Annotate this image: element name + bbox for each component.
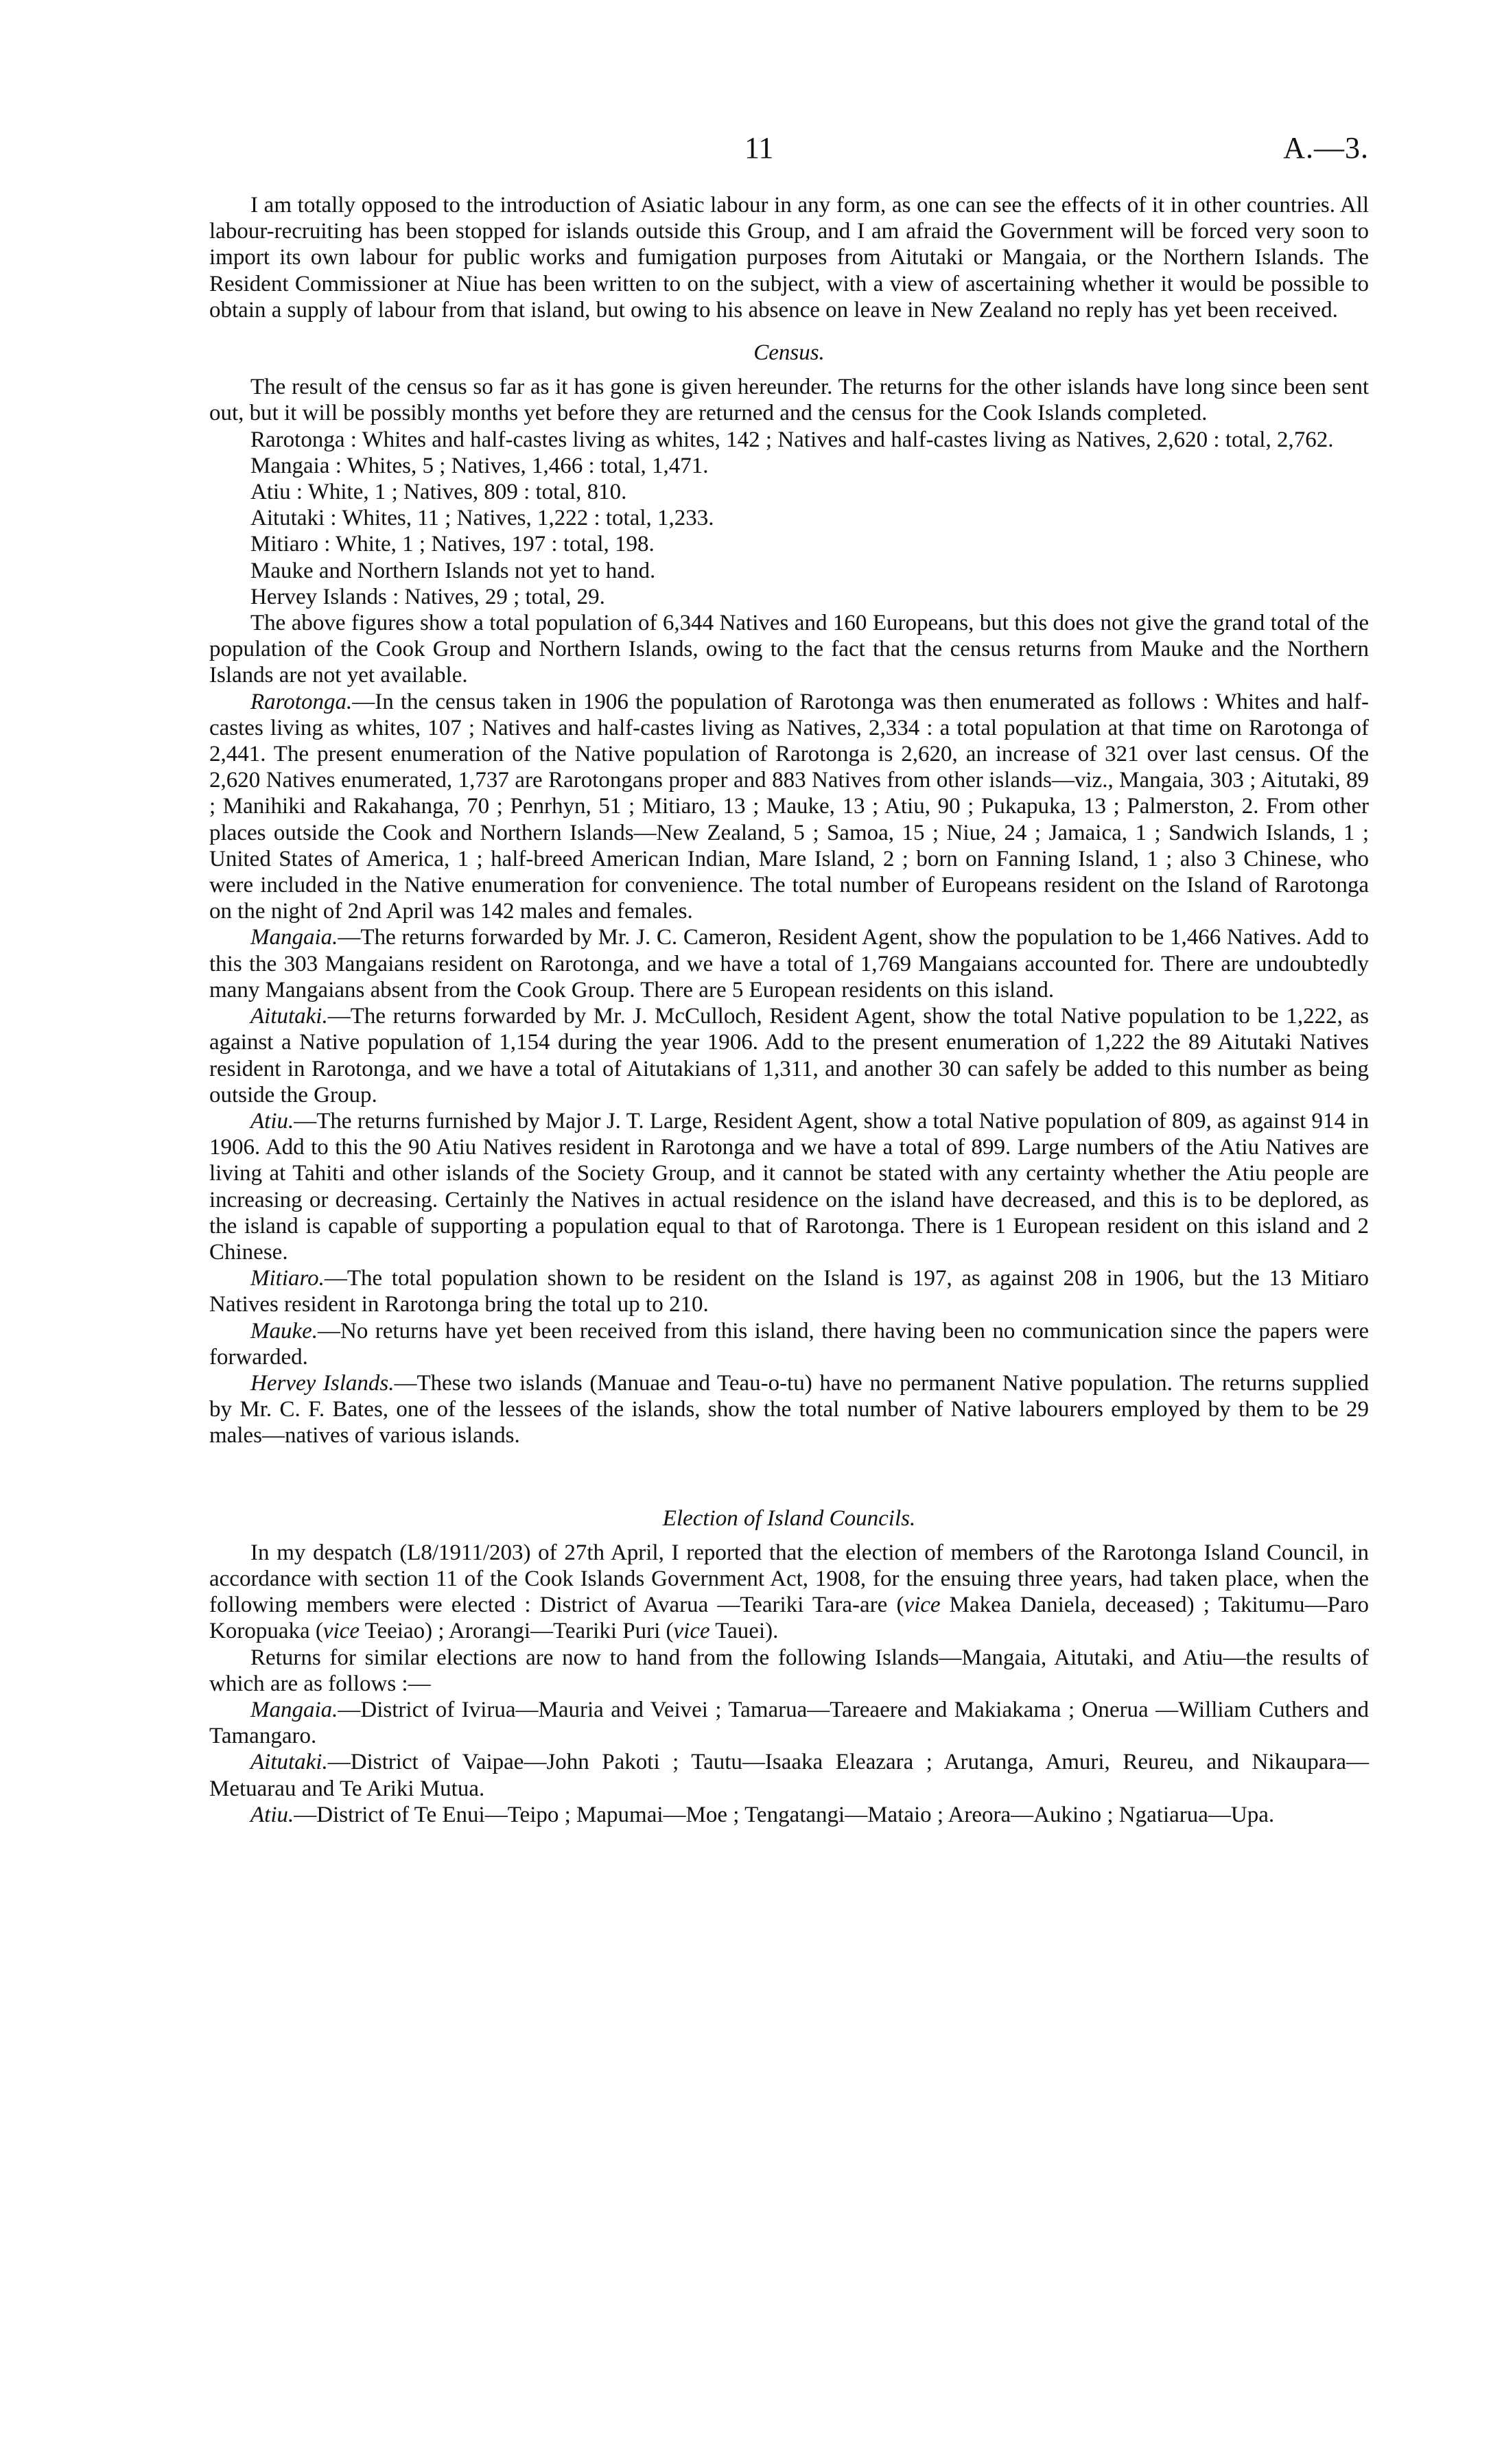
paragraph-lead: Mangaia.	[250, 925, 338, 950]
census-line: Atiu : White, 1 ; Natives, 809 : total, 810.	[250, 480, 627, 505]
census-intro: The result of the census so far as it has gone is given hereunder. The returns for the other islands have long since been sent out, but it will be possibly months yet before they are returned and the census for the Cook Islands completed.	[209, 375, 1369, 426]
paragraph-text: —In the census taken in 1906 the population of Rarotonga was then enumerated as follows : Whites and half-castes living as whites, 107 ; Natives and half-castes living as Natives, 2,334 : a total population at that time on Rarotonga of 2,441. The present enumeration of the Native population of Rarotonga is 2,620, an increase of 321 over last census. Of the 2,620 Natives enumerated, 1,737 are Rarotongans proper and 883 Natives from other islands—viz., Mangaia, 303 ; Aitutaki, 89 ; Manihiki and Rakahanga, 70 ; Penrhyn, 51 ; Mitiaro, 13 ; Mauke, 13 ; Atiu, 90 ; Pukapuka, 13 ; Palmerston, 2. From other places outside the Cook and Northern Islands—New Zealand, 5 ; Samoa, 15 ; Niue, 24 ; Jamaica, 1 ; Sandwich Islands, 1 ; United States of America, 1 ; half-breed American Indian, Mare Island, 2 ; born on Fanning Island, 1 ; also 3 Chinese, who were included in the Native enumeration for convenience. The total number of Europeans resident on the Island of Rarotonga on the night of 2nd April was 142 males and females.	[209, 689, 1369, 924]
census-paragraph-hervey	[209, 1370, 1369, 1449]
election-heading: Election of Island Councils.	[662, 1505, 916, 1531]
paragraph-text: —District of Te Enui—Teipo ; Mapumai—Moe ; Tengatangi—Mataio ; Areora—Aukino ; Ngatiarua—Upa.	[294, 1802, 1275, 1827]
vice-word: vice	[673, 1619, 710, 1644]
vice-word: vice	[322, 1619, 360, 1644]
census-line: Mitiaro : White, 1 ; Natives, 197 : total, 198.	[250, 532, 655, 557]
paragraph-text: Tauei).	[709, 1619, 779, 1644]
paragraph-lead: Mangaia.	[250, 1697, 338, 1722]
election-result-mangaia	[209, 1697, 1369, 1749]
paragraph-lead: Mauke.	[250, 1318, 318, 1344]
paragraph-lead: Aitutaki.	[250, 1004, 328, 1029]
census-heading: Census.	[753, 340, 825, 366]
document-page	[209, 130, 1369, 1828]
election-result-aitutaki	[209, 1749, 1369, 1801]
census-line: Aitutaki : Whites, 11 ; Natives, 1,222 : total, 1,233.	[250, 506, 714, 531]
census-paragraph-mangaia	[209, 924, 1369, 1003]
paragraph-lead: Atiu.	[250, 1108, 294, 1134]
election-returns-paragraph: Returns for similar elections are now to hand from the following Islands—Mangaia, Aitutaki, and Atiu—the results of which are as follows :—	[209, 1645, 1369, 1696]
census-rarotonga-line: Rarotonga : Whites and half-castes living as whites, 142 ; Natives and half-castes living as Natives, 2,620 : total, 2,762.	[250, 427, 1334, 452]
page-header	[209, 130, 1369, 192]
paragraph-text: —These two islands (Manuae and Teau-o-tu) have no permanent Native population. The returns supplied by Mr. C. F. Bates, one of the lessees of the islands, show the total number of Native labourers employed by them to be 29 males—natives of various islands.	[209, 1370, 1369, 1448]
census-line: Mangaia : Whites, 5 ; Natives, 1,466 : total, 1,471.	[250, 453, 709, 478]
intro-paragraph: I am totally opposed to the introduction of Asiatic labour in any form, as one can see the effects of it in other countries. All labour-recruiting has been stopped for islands outside this Group, and I am afraid the Government will be forced very soon to import its own labour for public works and fumigation purposes from Aitutaki or Mangaia, or the Northern Islands. The Resident Commissioner at Niue has been written to on the subject, with a view of ascertaining whether it would be possible to obtain a supply of labour from that island, but owing to his absence on leave in New Zealand no reply has yet been received.	[209, 193, 1369, 322]
census-paragraph-rarotonga	[209, 689, 1369, 925]
election-paragraph-rarotonga	[209, 1540, 1369, 1645]
paragraph-text: —No returns have yet been received from this island, there having been no communication since the papers were forwarded.	[209, 1318, 1369, 1370]
paragraph-text: —The returns forwarded by Mr. J. McCulloch, Resident Agent, show the total Native population to be 1,222, as against a Native population of 1,154 during the year 1906. Add to the present enumeration of 1,222 the 89 Aitutaki Natives resident in Rarotonga, and we have a total of Aitutakians of 1,311, and another 30 can safely be added to this number as being outside the Group.	[209, 1004, 1369, 1107]
election-result-atiu	[209, 1802, 1369, 1828]
paragraph-lead: Hervey Islands.	[250, 1370, 395, 1396]
page-number: 11	[744, 131, 774, 165]
census-paragraph-mitiaro	[209, 1265, 1369, 1317]
paragraph-text: —The total population shown to be resident on the Island is 197, as against 208 in 1906, but the 13 Mitiaro Natives resident in Rarotonga bring the total up to 210.	[209, 1266, 1369, 1317]
document-reference: A.—3.	[1283, 131, 1369, 165]
census-paragraph-mauke	[209, 1318, 1369, 1370]
paragraph-text: Teeiao) ; Arorangi—Teariki Puri (	[359, 1619, 674, 1644]
paragraph-lead: Rarotonga.	[250, 689, 353, 714]
paragraph-lead: Mitiaro.	[250, 1266, 325, 1291]
paragraph-text: Makea Daniela, deceased) ; Takitumu—Paro Koropuaka (	[209, 1593, 1369, 1644]
paragraph-text: —The returns forwarded by Mr. J. C. Cameron, Resident Agent, show the population to be 1,466 Natives. Add to this the 303 Mangaians resident on Rarotonga, and we have a total of 1,769 Mangaians accounted for. There are undoubtedly many Mangaians absent from the Cook Group. There are 5 European residents on this island.	[209, 925, 1369, 1002]
paragraph-text: —District of Ivirua—Mauria and Veivei ; Tamarua—Tareaere and Makiakama ; Onerua —William Cuthers and Tamangaro.	[209, 1697, 1369, 1749]
census-paragraph-atiu	[209, 1108, 1369, 1265]
paragraph-lead: Atiu.	[250, 1802, 294, 1827]
census-line: Mauke and Northern Islands not yet to hand.	[250, 558, 656, 583]
paragraph-text: —The returns furnished by Major J. T. Large, Resident Agent, show a total Native population of 809, as against 914 in 1906. Add to this the 90 Atiu Natives resident in Rarotonga and we have a total of 899. Large numbers of the Atiu Natives are living at Tahiti and other islands of the Society Group, and it cannot be stated with any certainty whether the Atiu people are increasing or decreasing. Certainly the Natives in actual residence on the island have decreased, and this is to be deplored, as the island is capable of supporting a population equal to that of Rarotonga. There is 1 European resident on this island and 2 Chinese.	[209, 1108, 1369, 1265]
vice-word: vice	[904, 1593, 941, 1618]
paragraph-text: In my despatch (L8/1911/203) of 27th April, I reported that the election of members of the Rarotonga Island Council, in accordance with section 11 of the Cook Islands Government Act, 1908, for the ensuing three years, had taken place, when the following members were elected : District of Avarua —Teariki Tara-are (	[209, 1540, 1369, 1618]
census-paragraph-aitutaki	[209, 1003, 1369, 1108]
census-summary: The above figures show a total population of 6,344 Natives and 160 Europeans, but this does not give the grand total of the population of the Cook Group and Northern Islands, owing to the fact that the census returns from Mauke and the Northern Islands are not yet available.	[209, 611, 1369, 688]
paragraph-lead: Aitutaki.	[250, 1750, 328, 1775]
census-line: Hervey Islands : Natives, 29 ; total, 29.	[250, 584, 605, 609]
paragraph-text: —District of Vaipae—John Pakoti ; Tautu—Isaaka Eleazara ; Arutanga, Amuri, Reureu, and Nikaupara—Metuarau and Te Ariki Mutua.	[209, 1750, 1369, 1801]
